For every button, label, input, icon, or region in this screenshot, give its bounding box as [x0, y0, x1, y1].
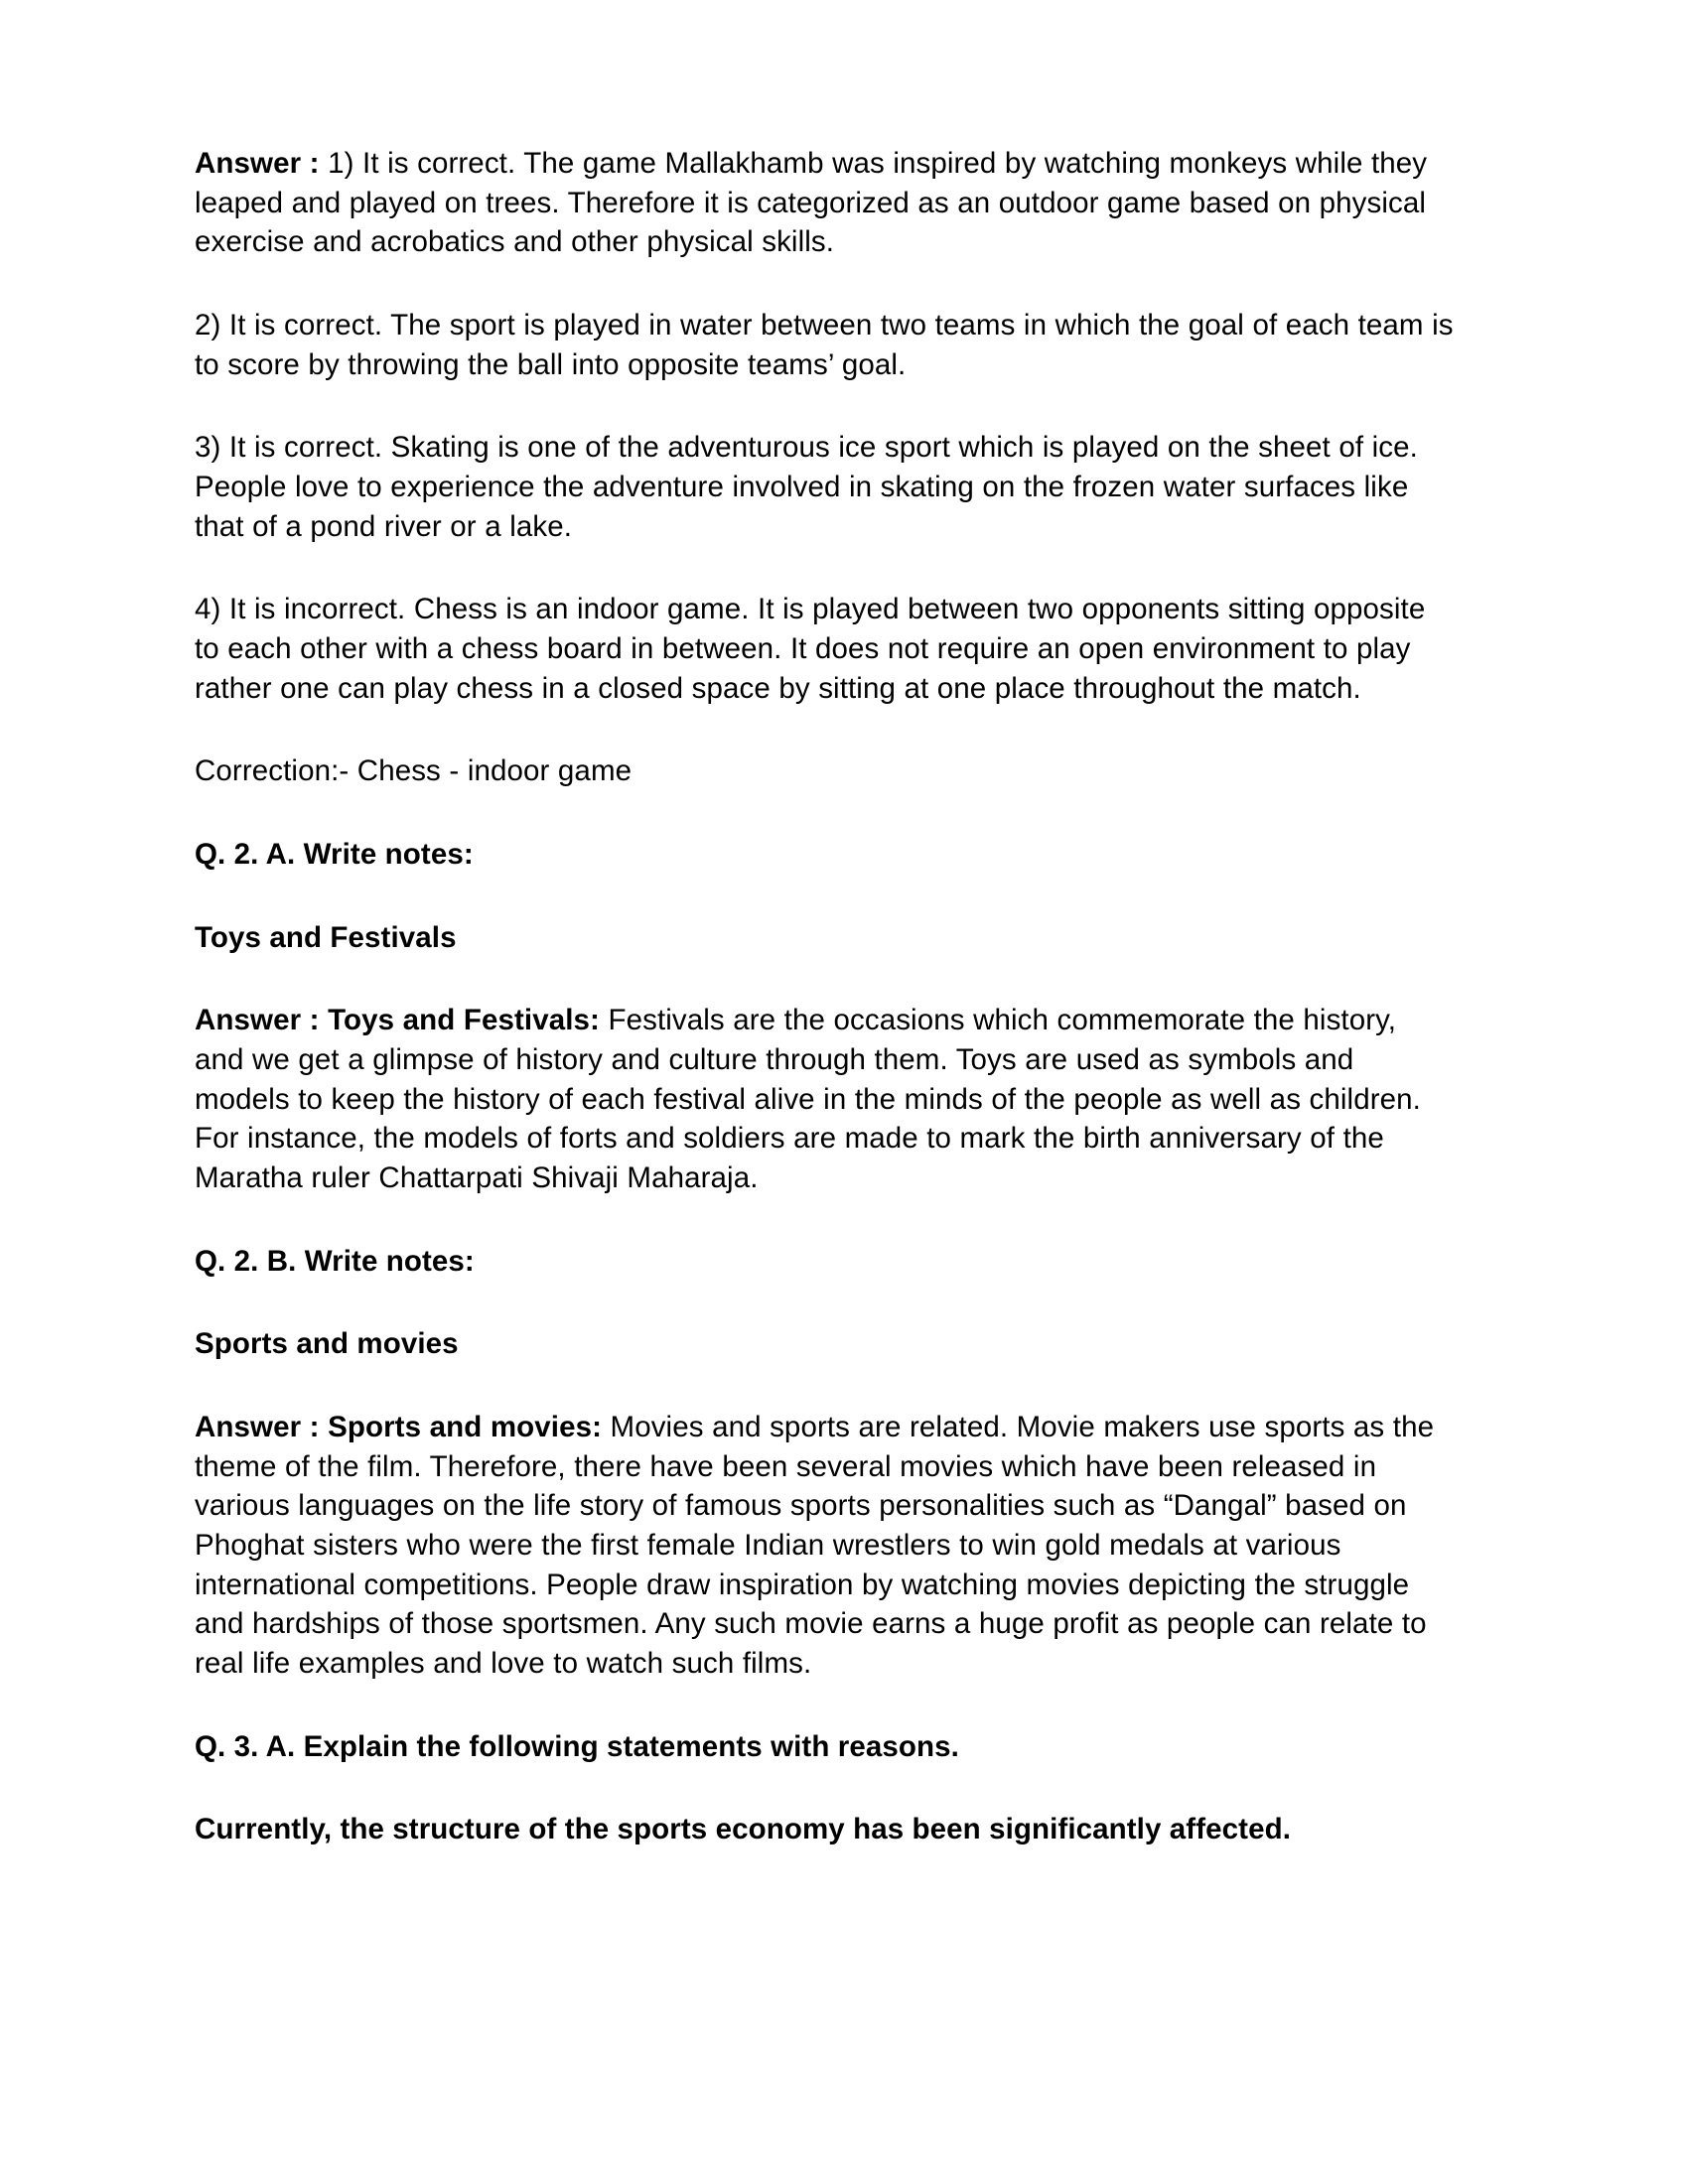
answer-toys-and-festivals-paragraph: [195, 1001, 1454, 1197]
answer-q1-text: 1) It is correct. The game Mallakhamb was inspired by watching monkeys while they leaped and played on trees. Therefore it is categorized as an outdoor game based on physical exercise and acrobatics and other physical skills.: [195, 147, 1428, 259]
correction-line-paragraph: [195, 751, 1454, 791]
answer-q1-point2-text: 2) It is correct. The sport is played in water between two teams in which the goal of each team is to score by throwing the ball into opposite teams’ goal.: [195, 309, 1454, 381]
answer-q1-paragraph: [195, 144, 1454, 262]
correction-line-text: Correction:- Chess - indoor game: [195, 754, 633, 788]
statement-sports-economy-heading: Currently, the structure of the sports economy has been significantly affected.: [195, 1813, 1291, 1846]
question-3-a-heading: Q. 3. A. Explain the following statements with reasons.: [195, 1729, 959, 1763]
answer-q1-point3-text: 3) It is correct. Skating is one of the adventurous ice sport which is played on the sheet of ice. People love to experience the adventure involved in skating on the frozen water surfaces like that of a pond river or a lake.: [195, 431, 1418, 543]
answer-q1-point4-paragraph: [195, 590, 1454, 708]
answer-sports-and-movies-text: Movies and sports are related. Movie makers use sports as the theme of the film. Therefore, there have been several movies which have been released in various languages on the life story of famous sports personalities such as “Dangal” based on Phoghat sisters who were the first female Indian wrestlers to win gold medals at various international competitions. People draw inspiration by watching movies depicting the struggle and hardships of those sportsmen. Any such movie earns a huge profit as people can relate to real life examples and love to watch such films.: [195, 1411, 1435, 1681]
answer-sports-and-movies-paragraph: [195, 1408, 1454, 1684]
answer-sports-and-movies-label: Answer : Sports and movies:: [195, 1411, 611, 1444]
answer-toys-and-festivals-label: Answer : Toys and Festivals:: [195, 1004, 609, 1037]
answer-q1-point2-paragraph: [195, 306, 1454, 384]
topic-toys-and-festivals-heading: Toys and Festivals: [195, 920, 457, 954]
document-body: [195, 144, 1454, 1849]
question-2-a-heading: Q. 2. A. Write notes:: [195, 838, 474, 872]
answer-q1-point4-text: 4) It is incorrect. Chess is an indoor game. It is played between two opponents sitting opposite to each other with a chess board in between. It does not require an open environment to play rather one can play chess in a closed space by sitting at one place throughout the match.: [195, 593, 1426, 705]
answer-label: Answer :: [195, 147, 329, 180]
topic-sports-and-movies-heading: Sports and movies: [195, 1327, 459, 1361]
answer-toys-and-festivals-text: Festivals are the occasions which commemorate the history, and we get a glimpse of history and culture through them. Toys are used as symbols and models to keep the history of each festival alive in the minds of the people as well as children. For instance, the models of forts and soldiers are made to mark the birth anniversary of the Maratha ruler Chattarpati Shivaji Maharaja.: [195, 1004, 1421, 1195]
answer-q1-point3-paragraph: [195, 428, 1454, 546]
question-2-b-heading: Q. 2. B. Write notes:: [195, 1244, 475, 1278]
